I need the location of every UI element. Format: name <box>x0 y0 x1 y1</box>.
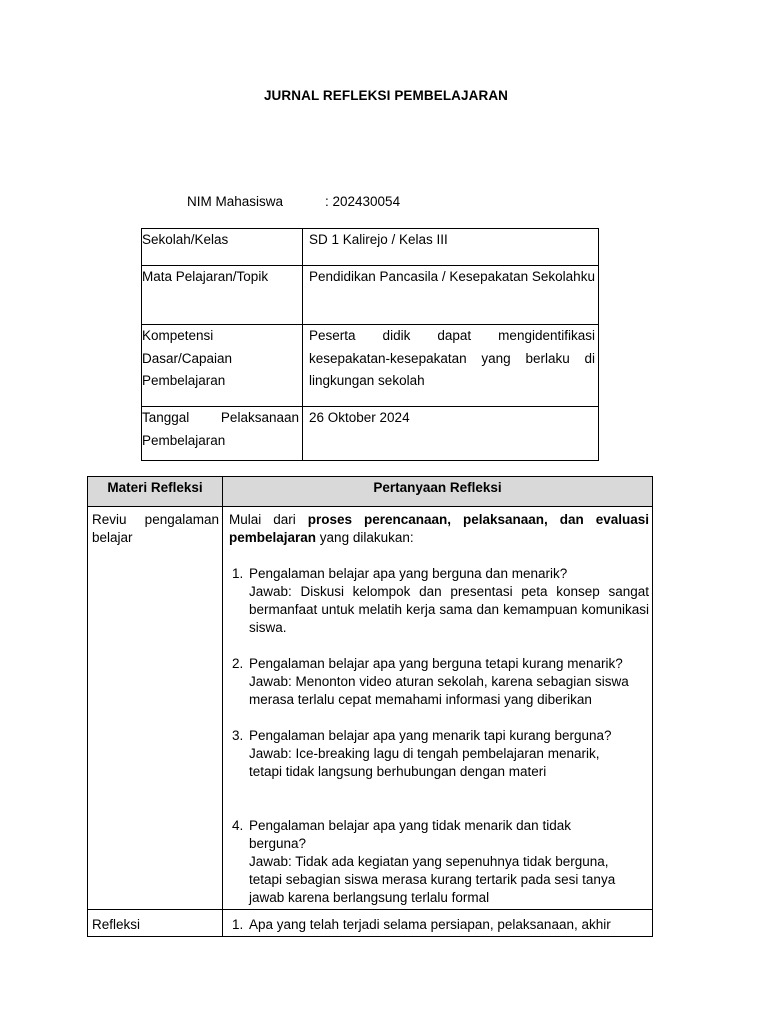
nim-label: NIM Mahasiswa <box>187 194 284 209</box>
info-row-date <box>142 407 599 461</box>
answer-text: Jawab: Tidak ada kegiatan yang sepenuhnya tidak berguna, tetapi sebagian siswa merasa kurang tertarik pada sesi tanya jawab karena berlangsung terlalu formal <box>249 854 616 905</box>
question-text: Pengalaman belajar apa yang berguna dan menarik? <box>249 566 568 581</box>
info-label: Kompetensi Dasar/Capaian Pembelajaran <box>142 325 303 407</box>
material-text: Refleksi <box>92 917 141 932</box>
nim-value: : 202430054 <box>325 194 401 209</box>
answer-text: Jawab: Ice-breaking lagu di tengah pembelajaran menarik, tetapi tidak langsung berhubungan dengan materi <box>249 746 600 779</box>
info-row-subject <box>142 266 599 325</box>
info-value: SD 1 Kalirejo / Kelas III <box>303 229 599 266</box>
reflection-table <box>87 476 653 937</box>
question-text: Apa yang telah terjadi selama persiapan, pelaksanaan, akhir <box>249 917 611 932</box>
info-row-school <box>142 229 599 266</box>
reflection-header-row <box>88 477 653 507</box>
page-title: JURNAL REFLEKSI PEMBELAJARAN <box>263 88 509 103</box>
nim-line <box>187 194 401 209</box>
material-cell <box>88 910 223 937</box>
header-question: Pertanyaan Refleksi <box>223 477 653 507</box>
info-label: Sekolah/Kelas <box>142 229 303 266</box>
info-value: 26 Oktober 2024 <box>303 407 599 461</box>
list-item: 1. Apa yang telah terjadi selama persiapan, pelaksanaan, akhir <box>229 916 648 934</box>
reflection-row-reflection <box>88 910 653 937</box>
info-label: Tanggal Pelaksanaan Pembelajaran <box>142 407 303 461</box>
list-item: 2. Pengalaman belajar apa yang berguna tetapi kurang menarik? Jawab: Menonton video aturan sekolah, karena sebagian siswa merasa terlalu cepat memahami informasi yang diberikan <box>229 655 649 709</box>
material-cell <box>88 507 223 910</box>
list-item: 3. Pengalaman belajar apa yang menarik tapi kurang berguna? Jawab: Ice-breaking lagu di tengah pembelajaran menarik, tetapi tidak langsung berhubungan dengan materi <box>229 727 649 781</box>
question-list <box>229 916 648 934</box>
question-text: Pengalaman belajar apa yang tidak menarik dan tidak berguna? <box>249 818 571 851</box>
info-value: Peserta didik dapat mengidentifikasi kesepakatan-kesepakatan yang berlaku di lingkungan sekolah <box>303 325 599 407</box>
question-cell <box>223 910 653 937</box>
material-text: Reviu pengalaman belajar <box>92 512 219 545</box>
intro-text: Mulai dari proses perencanaan, pelaksanaan, dan evaluasi pembelajaran yang dilakukan: <box>229 512 649 545</box>
answer-text: Jawab: Diskusi kelompok dan presentasi peta konsep sangat bermanfaat untuk melatih kerja sama dan kemampuan komunikasi siswa. <box>249 584 649 635</box>
list-item: 4. Pengalaman belajar apa yang tidak menarik dan tidak berguna? Jawab: Tidak ada kegiatan yang sepenuhnya tidak berguna, tetapi sebagian siswa merasa kurang tertarik pada sesi tanya jawab karena berlangsung terlalu formal <box>229 817 649 907</box>
question-text: Pengalaman belajar apa yang berguna tetapi kurang menarik? <box>249 656 623 671</box>
reflection-row-review <box>88 507 653 910</box>
question-list <box>229 565 649 907</box>
info-label: Mata Pelajaran/Topik <box>142 266 303 325</box>
info-value: Pendidikan Pancasila / Kesepakatan Sekolahku <box>303 266 599 325</box>
answer-text: Jawab: Menonton video aturan sekolah, karena sebagian siswa merasa terlalu cepat memahami informasi yang diberikan <box>249 674 629 707</box>
question-cell <box>223 507 653 910</box>
info-table <box>141 228 599 461</box>
info-row-competency <box>142 325 599 407</box>
header-material: Materi Refleksi <box>88 477 223 507</box>
list-item: 1. Pengalaman belajar apa yang berguna dan menarik? Jawab: Diskusi kelompok dan presentasi peta konsep sangat bermanfaat untuk melatih kerja sama dan kemampuan komunikasi siswa. <box>232 566 649 635</box>
question-text: Pengalaman belajar apa yang menarik tapi kurang berguna? <box>249 728 612 743</box>
